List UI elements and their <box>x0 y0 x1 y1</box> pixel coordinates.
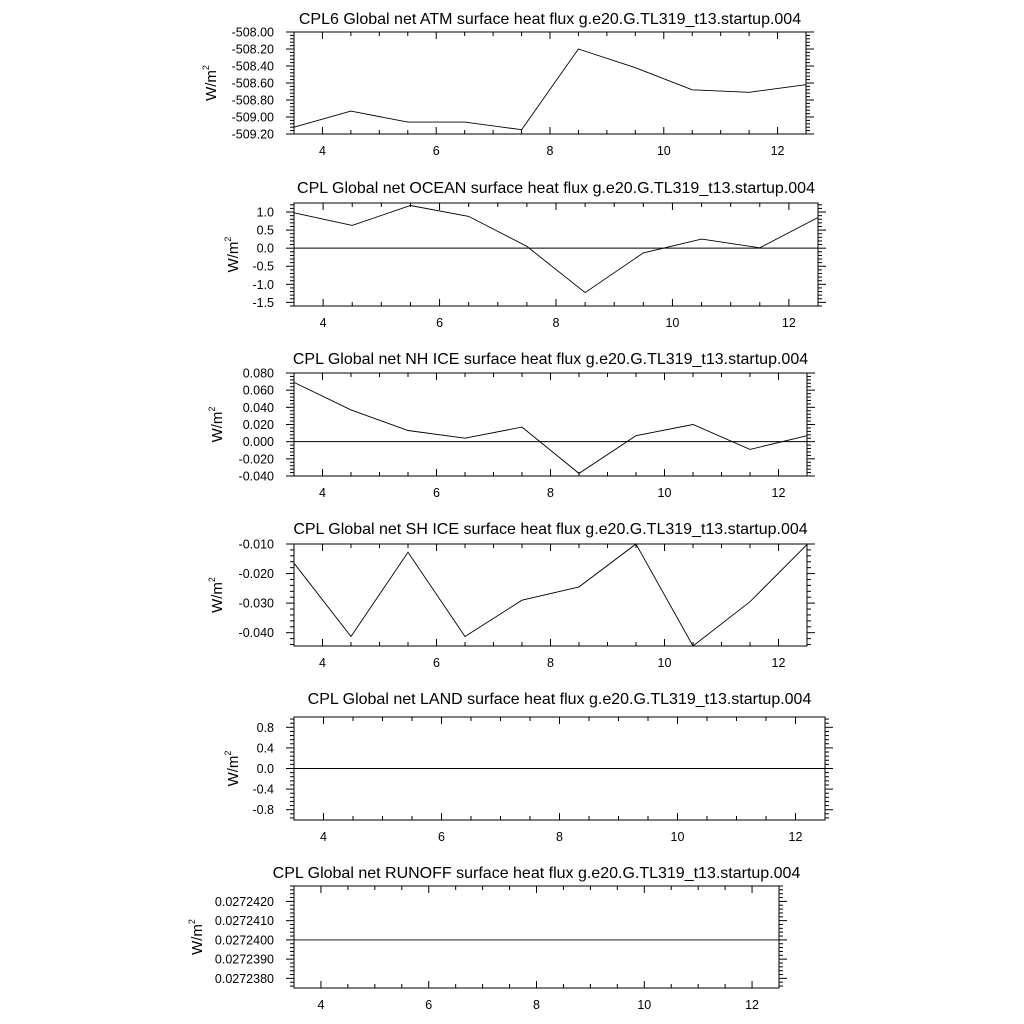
y-tick-label: 0.0272400 <box>214 933 274 948</box>
y-axis-label <box>187 919 206 955</box>
x-tick-label: 8 <box>533 998 540 1012</box>
x-tick-label: 10 <box>657 486 672 500</box>
plot-frame <box>294 32 806 134</box>
y-axis-label-unit: W/m <box>203 70 220 101</box>
x-tick-label: 6 <box>432 144 440 158</box>
y-tick-label: -0.040 <box>238 469 274 484</box>
x-tick-label: 8 <box>547 656 554 670</box>
y-tick-label: 0.4 <box>256 741 274 756</box>
y-tick-label: -508.00 <box>231 25 274 40</box>
chart-panel <box>201 11 814 158</box>
plot-frame <box>294 886 779 988</box>
y-axis-label-unit: W/m <box>189 924 206 955</box>
y-axis-label <box>207 407 226 443</box>
chart-title: CPL6 Global net ATM surface heat flux g.e20.G.TL319_t13.startup.004 <box>298 11 802 28</box>
x-tick-label: 8 <box>547 486 554 500</box>
y-axis-label-unit: W/m <box>225 755 242 787</box>
y-axis-label <box>207 577 226 613</box>
plot-frame <box>294 373 807 476</box>
chart-panel <box>223 180 826 330</box>
chart-panel <box>223 691 833 844</box>
y-tick-label: 0.080 <box>242 366 274 381</box>
y-tick-label: 0.060 <box>242 383 274 398</box>
x-tick-label: 12 <box>781 316 796 330</box>
x-tick-label: 6 <box>436 316 444 330</box>
x-tick-label: 8 <box>546 144 554 158</box>
y-axis-label <box>223 751 242 787</box>
x-tick-label: 6 <box>438 830 445 844</box>
x-tick-label: 8 <box>556 830 563 844</box>
y-tick-label: -0.8 <box>252 803 274 818</box>
x-tick-label: 10 <box>657 656 672 670</box>
y-tick-label: 0.0 <box>256 241 274 256</box>
y-axis-label-superscript: 2 <box>201 65 211 71</box>
y-tick-label: -1.5 <box>252 295 274 310</box>
x-tick-label: 6 <box>425 998 433 1012</box>
chart-title: CPL Global net LAND surface heat flux g.e20.G.TL319_t13.startup.004 <box>307 691 812 708</box>
plot-frame <box>294 544 807 646</box>
y-tick-label: -0.030 <box>238 596 274 611</box>
y-tick-label: -508.60 <box>231 76 274 91</box>
x-tick-label: 4 <box>319 486 326 500</box>
y-axis-label-superscript: 2 <box>223 750 233 756</box>
x-tick-label: 10 <box>637 998 652 1012</box>
x-tick-label: 10 <box>656 144 671 158</box>
chart-panel <box>207 521 815 670</box>
y-axis-label-superscript: 2 <box>223 236 233 242</box>
x-tick-label: 6 <box>433 656 440 670</box>
y-tick-label: 0.0 <box>256 762 274 776</box>
y-tick-label: 0.8 <box>256 720 274 735</box>
x-tick-label: 4 <box>318 144 326 158</box>
y-tick-label: -508.20 <box>231 42 274 57</box>
y-tick-label: 0.0272420 <box>214 894 274 909</box>
y-tick-label: -1.0 <box>252 277 274 292</box>
y-tick-label: 0.0272390 <box>214 952 274 967</box>
x-tick-label: 10 <box>670 830 685 844</box>
x-tick-label: 4 <box>319 316 327 330</box>
y-tick-label: 0.5 <box>256 223 274 238</box>
y-tick-label: -0.020 <box>238 452 274 467</box>
y-axis-label-unit: W/m <box>209 411 226 443</box>
y-tick-label: -0.010 <box>238 537 274 552</box>
y-axis-label-superscript: 2 <box>207 406 217 412</box>
x-tick-label: 4 <box>317 998 325 1012</box>
series-line <box>294 206 818 293</box>
x-tick-label: 10 <box>665 316 680 330</box>
x-tick-label: 6 <box>433 486 440 500</box>
x-tick-label: 12 <box>770 144 785 158</box>
chart-title: CPL Global net SH ICE surface heat flux g.e20.G.TL319_t13.startup.004 <box>293 521 808 538</box>
y-tick-label: 0.0272380 <box>214 971 274 986</box>
x-tick-label: 4 <box>320 830 327 844</box>
series-line <box>294 49 806 130</box>
y-axis-label-superscript: 2 <box>187 919 197 925</box>
series-line <box>294 544 807 646</box>
x-tick-label: 12 <box>788 830 803 844</box>
y-tick-label: 0.020 <box>242 418 274 432</box>
y-tick-label: 0.0272410 <box>214 914 274 929</box>
x-tick-label: 12 <box>771 656 786 670</box>
y-tick-label: -0.4 <box>252 782 274 797</box>
x-tick-label: 4 <box>319 656 326 670</box>
y-tick-label: 0.000 <box>242 435 274 450</box>
x-tick-label: 12 <box>745 998 760 1012</box>
y-tick-label: -0.040 <box>238 626 274 641</box>
y-axis-label-superscript: 2 <box>207 577 217 583</box>
y-axis-label <box>201 65 220 101</box>
chart-panel <box>207 351 815 500</box>
series-line <box>294 382 807 473</box>
chart-title: CPL Global net RUNOFF surface heat flux g.e20.G.TL319_t13.startup.004 <box>272 865 801 882</box>
y-tick-label: -508.80 <box>231 93 274 108</box>
x-tick-label: 12 <box>771 486 786 500</box>
x-tick-label: 8 <box>552 316 560 330</box>
y-tick-label: -509.00 <box>231 110 274 125</box>
y-tick-label: -0.020 <box>238 567 274 582</box>
y-axis-label-unit: W/m <box>225 241 242 273</box>
y-tick-label: -508.40 <box>231 59 274 74</box>
chart-panel <box>187 865 800 1012</box>
y-tick-label: 0.040 <box>242 400 274 415</box>
chart-title: CPL Global net OCEAN surface heat flux g.e20.G.TL319_t13.startup.004 <box>297 180 815 197</box>
y-axis-label <box>223 237 242 273</box>
y-tick-label: -0.5 <box>252 259 274 274</box>
y-tick-label: 1.0 <box>256 205 274 220</box>
y-tick-label: -509.20 <box>231 127 274 142</box>
y-axis-label-unit: W/m <box>209 582 226 613</box>
chart-title: CPL Global net NH ICE surface heat flux g.e20.G.TL319_t13.startup.004 <box>292 351 809 368</box>
